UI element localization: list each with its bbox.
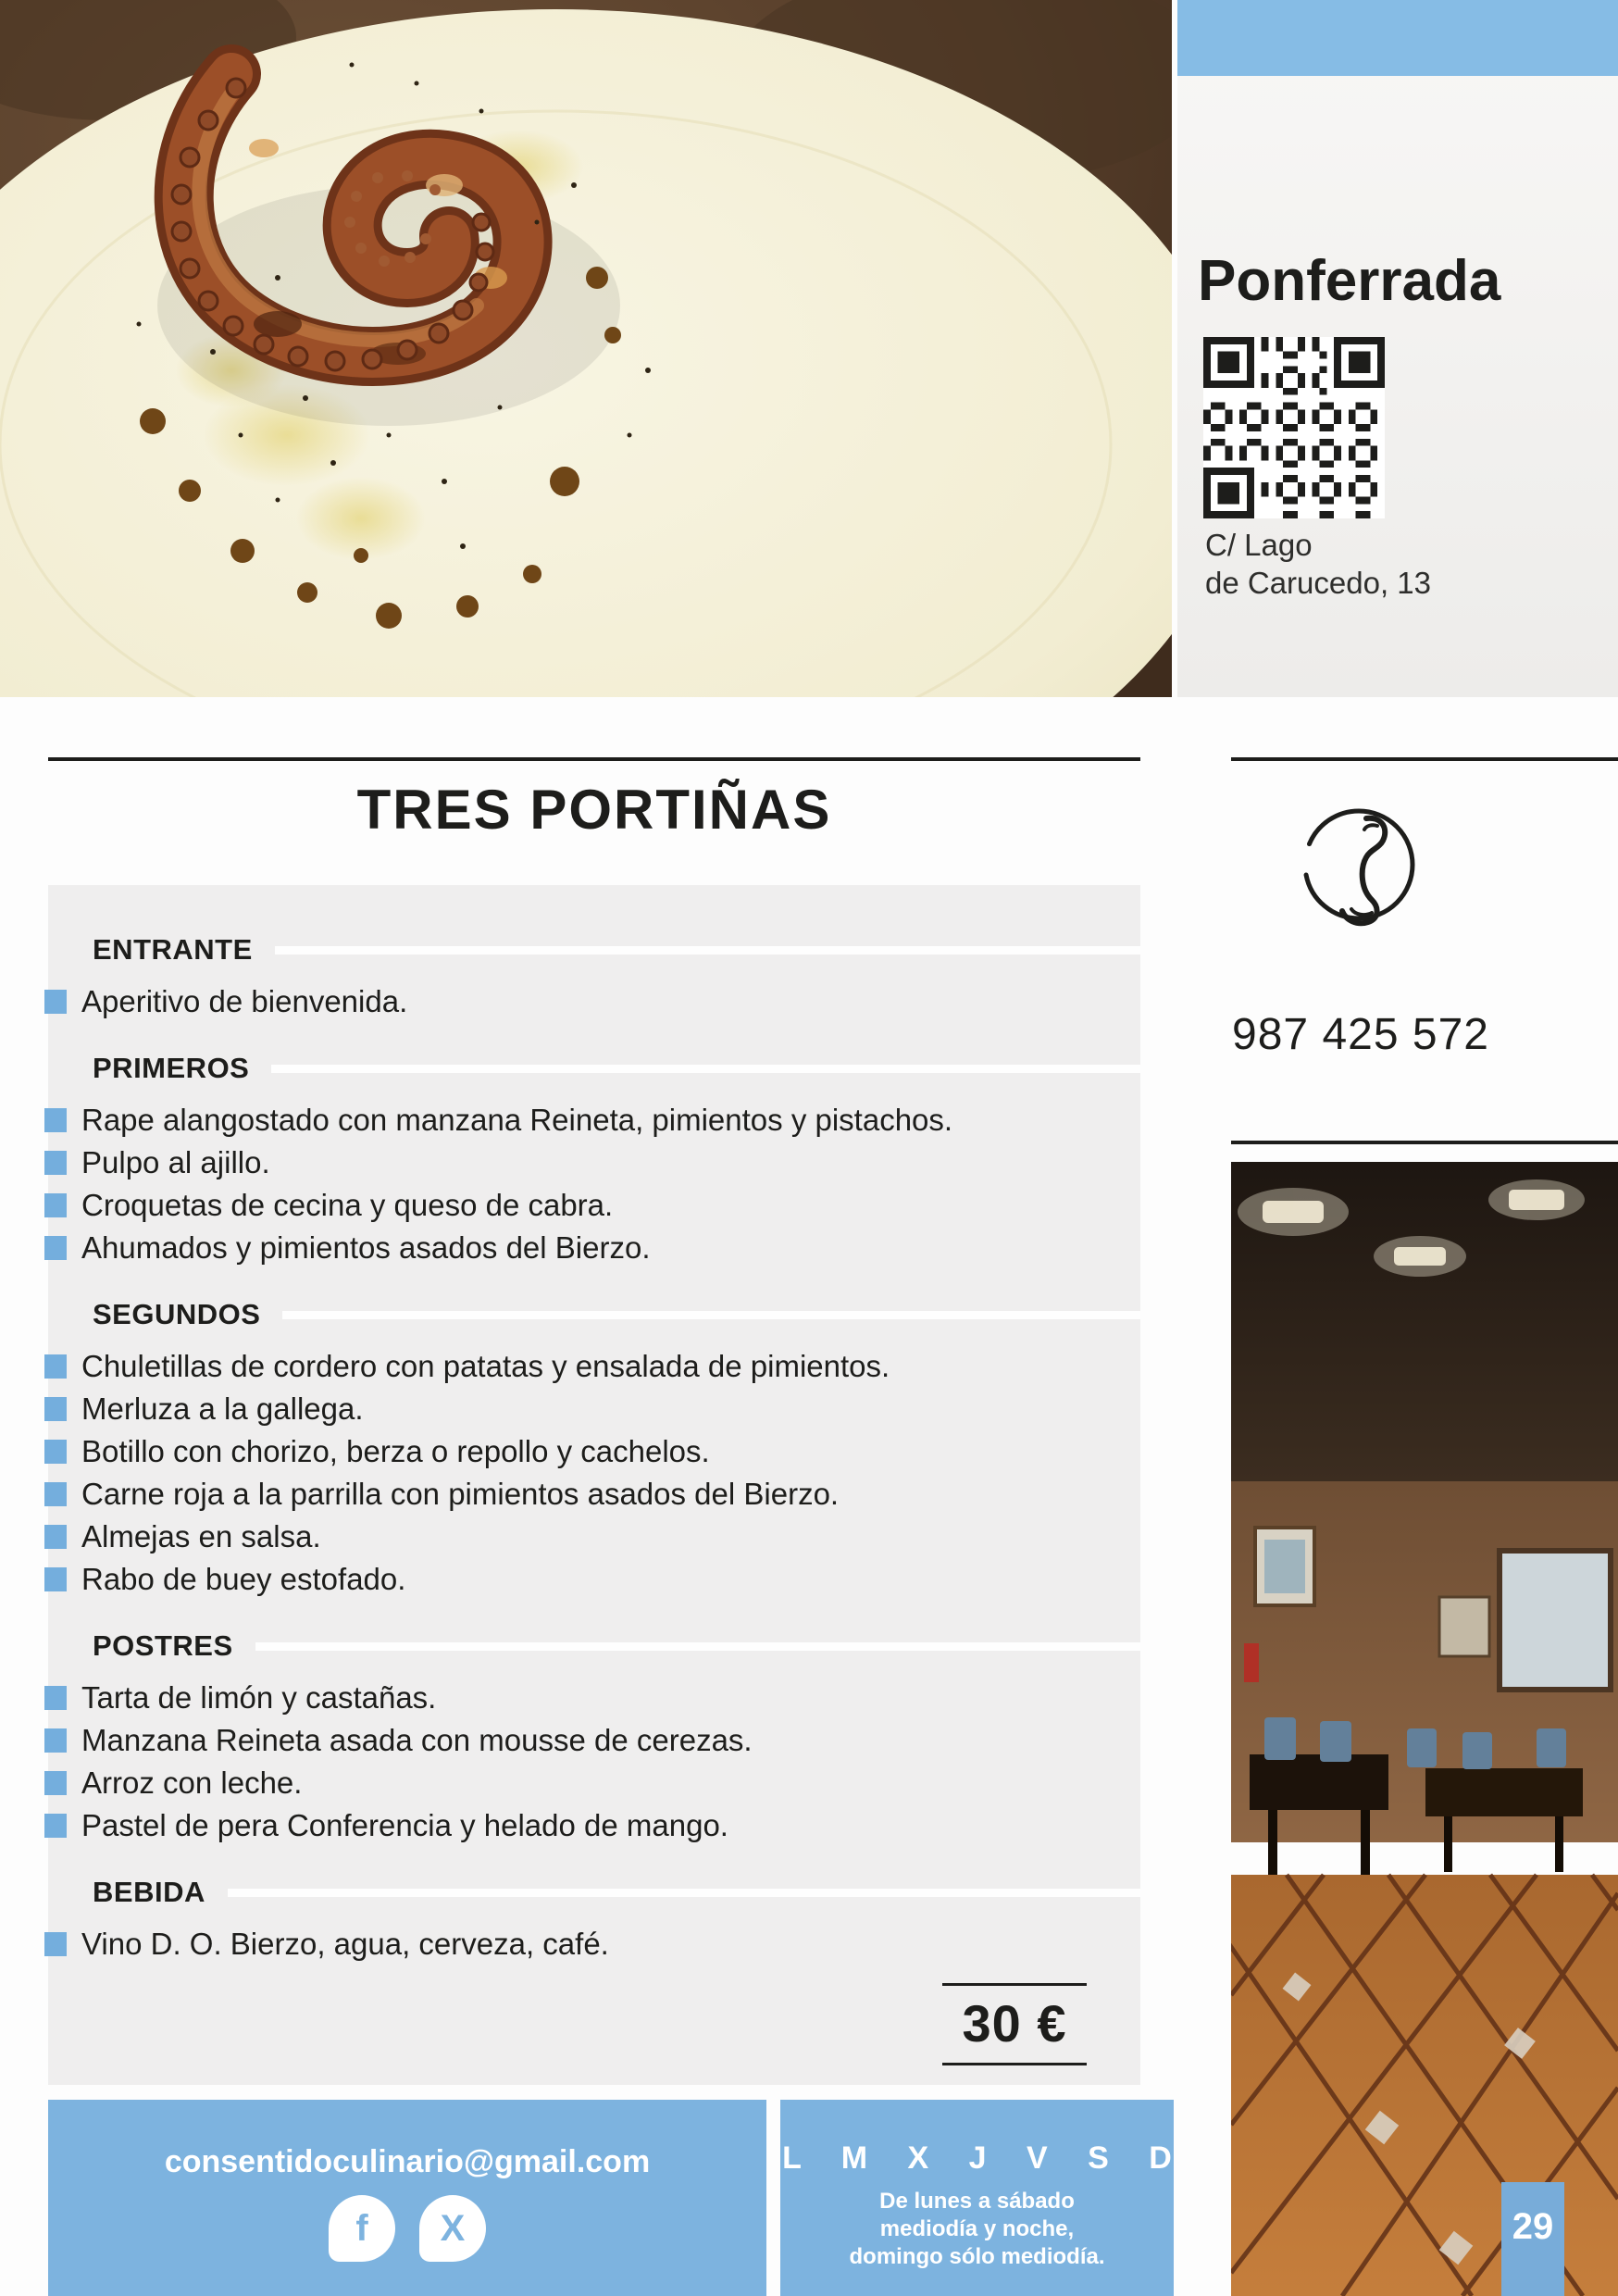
menu-item	[48, 1924, 1140, 1966]
section-items	[48, 1678, 1140, 1848]
section-title: POSTRES	[93, 1629, 233, 1662]
facebook-icon: f	[355, 2208, 368, 2249]
menu-item-text: Botillo con chorizo, berza o repollo y cachelos.	[81, 1434, 710, 1468]
address-line-1: C/ Lago	[1205, 528, 1313, 562]
menu-sections	[48, 885, 1140, 1966]
bullet-square-icon	[44, 1771, 67, 1795]
price-bottom-line	[942, 2063, 1087, 2065]
menu-item-text: Pulpo al ajillo.	[81, 1145, 270, 1179]
right-column-rule	[1231, 757, 1618, 761]
section-items	[48, 1346, 1140, 1602]
schedule-line: domingo sólo mediodía.	[849, 2244, 1105, 2269]
menu-item	[48, 1805, 1140, 1848]
menu-item-text: Vino D. O. Bierzo, agua, cerveza, café.	[81, 1927, 609, 1961]
section-title: SEGUNDOS	[93, 1298, 261, 1330]
menu-section-header	[93, 1876, 1140, 1909]
x-twitter-button[interactable]	[419, 2195, 486, 2262]
footer-schedule-block	[780, 2100, 1188, 2296]
bullet-square-icon	[44, 990, 67, 1014]
section-items	[48, 1924, 1140, 1966]
menu-item-text: Rape alangostado con manzana Reineta, pimientos y pistachos.	[81, 1103, 953, 1137]
footer-contact-block	[48, 2100, 766, 2296]
menu-item	[48, 1100, 1140, 1142]
phone-number: 987 425 572	[1232, 1010, 1489, 1059]
bullet-square-icon	[44, 1236, 67, 1260]
phone-icon	[1294, 802, 1424, 931]
menu-item	[48, 981, 1140, 1024]
social-row	[329, 2195, 486, 2262]
schedule-text	[850, 2188, 1105, 2271]
menu-item	[48, 1142, 1140, 1185]
contact-email[interactable]: consentidoculinario@gmail.com	[164, 2144, 651, 2179]
menu-item	[48, 1346, 1140, 1389]
menu-item	[48, 1516, 1140, 1559]
menu-item	[48, 1678, 1140, 1720]
restaurant-name: TRES PORTIÑAS	[356, 779, 832, 841]
section-header-line	[282, 1311, 1140, 1319]
section-title: BEBIDA	[93, 1876, 205, 1908]
schedule-line: mediodía y noche,	[879, 2216, 1075, 2241]
menu-item	[48, 1228, 1140, 1270]
menu-item	[48, 1474, 1140, 1516]
menu-item	[48, 1389, 1140, 1431]
section-header-line	[255, 1642, 1140, 1651]
menu-item-text: Ahumados y pimientos asados del Bierzo.	[81, 1230, 651, 1265]
restaurant-interior-photo	[1231, 1162, 1618, 2296]
x-twitter-icon: X	[440, 2208, 466, 2249]
price-value: 30 €	[962, 1994, 1067, 2053]
menu-section-header	[93, 933, 1140, 967]
menu-item-text: Croquetas de cecina y queso de cabra.	[81, 1188, 614, 1222]
page-number-badge	[1501, 2182, 1564, 2296]
bullet-square-icon	[44, 1397, 67, 1421]
address-line-2: de Carucedo, 13	[1205, 566, 1432, 600]
menu-section-header	[93, 1298, 1140, 1331]
bullet-square-icon	[44, 1151, 67, 1175]
bullet-square-icon	[44, 1440, 67, 1464]
week-days: L M X J V S D	[782, 2140, 1188, 2176]
menu-item-text: Rabo de buey estofado.	[81, 1562, 406, 1596]
facebook-button[interactable]	[329, 2195, 395, 2262]
menu-section-header	[93, 1052, 1140, 1085]
schedule-line: De lunes a sábado	[879, 2189, 1075, 2214]
menu-item	[48, 1559, 1140, 1602]
city-block	[1177, 0, 1618, 697]
bullet-square-icon	[44, 1193, 67, 1217]
photo-top-rule	[1231, 1141, 1618, 1144]
bullet-square-icon	[44, 1567, 67, 1591]
section-header-line	[228, 1889, 1140, 1897]
section-items	[48, 981, 1140, 1024]
section-title: PRIMEROS	[93, 1052, 250, 1084]
menu-item-text: Pastel de pera Conferencia y helado de mango.	[81, 1808, 728, 1842]
bullet-square-icon	[44, 1814, 67, 1838]
bullet-square-icon	[44, 1482, 67, 1506]
dish-photo	[0, 0, 1172, 697]
bullet-square-icon	[44, 1354, 67, 1379]
menu-item	[48, 1431, 1140, 1474]
bullet-square-icon	[44, 1728, 67, 1753]
qr-code[interactable]	[1203, 337, 1385, 518]
menu-item-text: Almejas en salsa.	[81, 1519, 321, 1554]
menu-item-text: Aperitivo de bienvenida.	[81, 984, 408, 1018]
section-items	[48, 1100, 1140, 1270]
bullet-square-icon	[44, 1686, 67, 1710]
menu-item	[48, 1185, 1140, 1228]
menu-item-text: Merluza a la gallega.	[81, 1391, 364, 1426]
price-block	[942, 1983, 1087, 2065]
menu-item-text: Manzana Reineta asada con mousse de cerezas.	[81, 1723, 753, 1757]
section-header-line	[275, 946, 1140, 955]
section-title: ENTRANTE	[93, 933, 253, 966]
bullet-square-icon	[44, 1108, 67, 1132]
bullet-square-icon	[44, 1932, 67, 1956]
menu-item-text: Chuletillas de cordero con patatas y ensalada de pimientos.	[81, 1349, 890, 1383]
menu-item-text: Arroz con leche.	[81, 1766, 303, 1800]
menu-item-text: Tarta de limón y castañas.	[81, 1680, 437, 1715]
section-header-line	[271, 1065, 1140, 1073]
menu-panel	[48, 885, 1140, 2085]
menu-section-header	[93, 1629, 1140, 1663]
menu-item	[48, 1763, 1140, 1805]
menu-item-text: Carne roja a la parrilla con pimientos asados del Bierzo.	[81, 1477, 840, 1511]
page-number: 29	[1512, 2206, 1554, 2247]
city-name: Ponferrada	[1198, 249, 1501, 313]
city-address	[1205, 526, 1431, 602]
title-rule	[48, 757, 1140, 761]
city-color-bar	[1177, 0, 1618, 76]
menu-item	[48, 1720, 1140, 1763]
bullet-square-icon	[44, 1525, 67, 1549]
